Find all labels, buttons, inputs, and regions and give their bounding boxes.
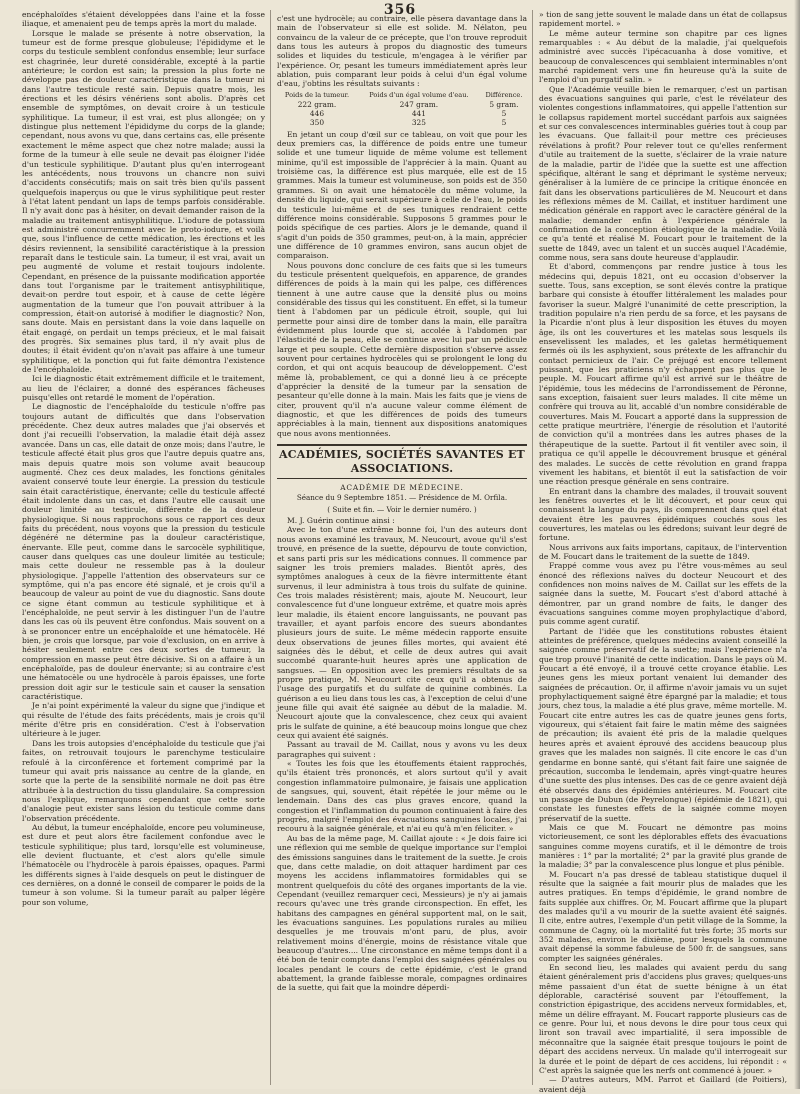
paragraph: Le diagnostic de l'encéphaloïde du testicule n'offre pas toujours autant de difficultés que dans l'observation précédente. Chez deux autres malades que j'ai observés et dont j'ai recueilli l'observation, la maladie était déjà assez avancée. Dans un cas, elle datait de onze mois; dans l'autre, le testicule affecté était plus gros que l'autre depuis quatre ans, mais depuis quatre mois son volume avait beaucoup augmenté. Chez ces deux malades, les fonctions génitales avaient conservé toute leur énergie. La pression du testicule sain était caractéristique, énervante; celle du testicule affecté était indolente dans un cas, et dans l'autre elle causait une douleur limitée au testicule, différente de la douleur physiologique. Si nous rapprochons sous ce rapport ces deux faits du précédent, nous voyons que la pression du testicule dégénéré ne détermine pas la douleur caractéristique, énervante. Elle peut, comme dans le sarcocèle syphilitique, causer dans quelques cas une douleur limitée au testicule; mais cette douleur ne ressemble pas à la douleur physiologique. J'appelle l'attention des observateurs sur ce symptôme, qui n'a pas encore été signalé, et je crois qu'il a beaucoup de valeur au point de vue du diagnostic. Sans doute ce signe étant commun au testicule syphilitique et à l'encéphaloïde, ne peut servir à les distinguer l'un de l'autre dans les cas où ils peuvent être confondus. Mais souvent on a à se prononcer entre un encéphaloïde et une hématocèle. Hé bien, je crois que lorsque, par voie d'exclusion, on en arrive à hésiter seulement entre ces deux sortes de tumeur, la compression en masse peut être décisive. Si on a affaire à un encéphaloïde, pas de douleur énervante; si au contraire c'est une hématocèle ou une hydrocèle à parois épaisses, une forte pression doit agir sur le testicule sain et causer la sensation caractéristique. — [22, 402, 265, 702]
paragraph: Au bas de la même page, M. Caillat ajoute : « Je dois faire ici une réflexion qui me semble de quelque importance sur l'emploi des émissions sanguines dans le traitement de la suette. Je crois que, dans cette maladie, on doit attaquer hardiment par ces moyens les accidens inflammatoires formidables qui se montrent quelquefois du côté des organes importants de la vie. Cependant (veuillez remarquer ceci, Messieurs) je n'y ai jamais recours qu'avec une très grande circonspection. En effet, les habitans des campagnes en général supportent mal, on le sait, les évacuations sanguines. Les populations rurales au milieu desquelles je me trouvais m'ont paru, de plus, avoir relativement moins d'énergie, moins de résistance vitale que beaucoup d'autres.... Une circonstance en même temps dont il a été bon de tenir compte dans l'emploi des saignées générales ou locales pendant le cours de cette épidémie, c'est le grand abattement, la grande faiblesse morale, compagnes ordinaires de la suette, qui fait que la moindre déperdi- — [277, 833, 527, 993]
section-rule — [277, 478, 527, 479]
table-header: Poids de la tumeur. — [284, 90, 350, 99]
table-cell: 441 — [411, 108, 426, 118]
weight-table — [277, 91, 527, 127]
page-number: 356 — [383, 2, 417, 18]
paragraph: En second lieu, les malades qui avaient perdu du sang étaient généralement pris d'accidens plus graves; quelques-uns même passaient d'un état de suette bénigne à un état déplorable, caractérisé souvent par l'étouffement, la constriction épigastrique, des accidens nerveux formidables, et, même un délire effrayant. M. Foucart rapporte plusieurs cas de ce genre. Pour lui, et nous devons le dire pour tous ceux qui liront son travail avec impartialité, il sera impossible de méconnaître que la saignée était presque toujours le point de départ des accidens nerveux. Un malade qu'il interrogeait sur la durée et le point de départ de ces accidens, lui répondit : « C'est après la saignée que les nerfs ont commencé à jouer. » — [539, 963, 787, 1075]
table-cell: 5 — [501, 108, 507, 118]
paragraph: Mais ce que M. Foucart ne démontre pas moins victorieusement, ce sont les déplorables effets des évacuations sanguines comme moyens curatifs, et il le démontre de trois manières : 1° par la mortalité; 2° par la gravité plus grande de la maladie; 3° par la convalescence plus longue et plus pénible. — [539, 822, 787, 870]
table-header: Différence. — [485, 90, 523, 99]
paragraph: En jetant un coup d'œil sur ce tableau, on voit que pour les deux premiers cas, la différence de poids entre une tumeur solide et une tumeur liquide de même volume est tellement minime, qu'il est impossible de l'apprécier à la main. Quant au troisième cas, la différence est plus marquée, elle est de 15 grammes. Mais la tumeur est volumineuse, son poids est de 350 grammes. Si on avait une hématocèle du même volume, la densité du liquide, qui serait supérieure à celle de l'eau, le poids du testicule lui-même et de ses tuniques rendraient cette différence moins considérable. Supposons 5 grammes pour le poids spécifique de ces parties. Alors je le demande, quand il s'agit d'un poids de 350 grammes, peut-on, à la main, apprécier une différence de 10 grammes environ, sans aucun objet de comparaison. — [277, 129, 527, 261]
table-row — [277, 118, 527, 127]
table-cell: 247 gram. — [399, 99, 439, 109]
column-divider — [532, 10, 533, 1085]
speaker-line: M. J. Guérin continue ainsi : — [287, 516, 395, 526]
middle-column — [277, 14, 527, 1089]
table-row — [277, 109, 527, 118]
session-note: ( Suite et fin. — Voir le dernier numéro. ) — [327, 504, 477, 514]
table-cell: 350 — [309, 117, 325, 127]
column-divider — [270, 10, 271, 1085]
paragraph: Avec le ton d'une extrême bonne foi, l'un des auteurs dont nous avons examiné les travaux, M. Neucourt, avoue qu'il s'est trouvé, en présence de la suette, dépourvu de toute conviction, et sans parti pris sur les médications connues. Il commence par saigner les trois premiers malades. Bientôt après, des symptômes analogues à ceux de la fièvre intermittente étant survenus, il leur administra à tous trois du sulfate de quinine. Ces trois malades résistèrent; mais, ajoute M. Neucourt, leur convalescence fut d'une longueur extrême, et quatre mois après leur maladie, ils étaient encore languissants, ne pouvant pas travailler, et ayant parfois encore des sueurs abondantes plusieurs jours de suite. Le même médecin rapporte ensuite deux observations de jeunes filles mortes, qui avaient été saignées dès le début, et celle de deux autres qui avait succombé quarante-huit heures après une application de sangsues. — En opposition avec les premiers résultats de sa propre pratique, M. Neucourt cite ceux qu'il a obtenus de l'usage des purgatifs et du sulfate de quinine combinés. La guérison a eu lieu dans tous les cas, à l'exception de celui d'une jeune fille qui avait été saignée au début de la maladie. M. Neucourt ajoute que la convalescence, chez ceux qui avaient pris le sulfate de quinine, a été beaucoup moins longue que chez ceux qui avaient été saignés. — [277, 525, 527, 741]
paragraph: Nous arrivons aux faits importans, capitaux, de l'intervention de M. Foucart dans le traitement de la suette de 1849. — [539, 542, 787, 561]
paragraph: Ici le diagnostic était extrêmement difficile et le traitement, au lieu de l'éclairer, a donné des espérances fâcheuses puisqu'elles ont retardé le moment de l'opération. — [22, 374, 265, 403]
paragraph: « Toutes les fois que les étouffements étaient rapprochés, qu'ils étaient très prononcés, et alors surtout qu'il y avait congestion inflammatoire pulmonaire, je faisais une application de sangsues, qui, souvent, était répétée le jour même ou le lendemain. Dans des cas plus graves encore, quand la congestion et l'inflammation du poumon continuaient à faire des progrès, malgré l'emploi des évacuations sanguines locales, j'ai recouru à la saignée générale, et n'ai eu qu'à m'en féliciter. » — [277, 759, 527, 834]
table-row — [277, 100, 527, 109]
paragraph: Que l'Académie veuille bien le remarquer, c'est un partisan des évacuations sanguines qui parle, c'est le révélateur des violentes congestions inflammatoires, qui appelle l'attention sur le collapsus rapidement mortel succédant parfois aux saignées et sur ces convalescences interminables guéries tout à coup par les évacuans. Que fallait-il pour mettre ces précieuses révélations à profit? Pour relever tout ce qu'elles renferment d'utile au traitement de la suette, s'éclairer de la vraie nature de la maladie, partir de l'idée que la suette est une affection spécifique, altérant le sang et déprimant le système nerveux; généraliser à la lumière de ce principe la critique énoncée en fait dans les observations particulières de M. Neucourt et dans les réflexions mêmes de M. Caillat, et instituer hardiment une médication générale en rapport avec le caractère général de la maladie; demander enfin à l'expérience générale la confirmation de la conception étiologique de la maladie. Voilà ce qu'a tenté et réalisé M. Foucart pour le traitement de la suette de 1849, avec un talent et un succès auquel l'Académie, comme nous, sera sans doute heureuse d'applaudir. — [539, 84, 787, 262]
paragraph: Partant de l'idée que les constitutions robustes étaient atteintes de préférence, quelques médecins avaient conseillé la saignée comme préservatif de la suette; mais l'expérience n'a que trop prouvé l'inanité de cette indication. Dans le pays où M. Foucart a été envoyé, il a trouvé cette croyance établie. Les jeunes gens les mieux portant venaient lui demander des saignées de précaution. Or, il affirme n'avoir jamais vu un sujet prophylactiquement saigné être épargné par la maladie; et tous jours, chez tous, la maladie a été plus grave, même mortelle. M. Foucart cite entre autres les cas de quatre jeunes gens forts, vigoureux, qui s'étaient fait faire le matin même des saignées de précaution; ils avaient été pris de la maladie quelques heures après et avaient éprouvé des accidens beaucoup plus graves que les malades non saignés. Il cite encore le cas d'un gendarme en bonne santé, qui s'étant fait faire une saignée de précaution, succomba le lendemain, après vingt-quatre heures d'une suette des plus intenses. Des cas de ce genre avaient déjà été observés dans des épidémies antérieures. M. Foucart cite un passage de Dubun (de Peyrelongue) (épidémie de 1821), qui constate les funestes effets de la saignée comme moyen préservatif de la suette. — [539, 626, 787, 823]
table-header: Poids d'un égal volume d'eau. — [369, 90, 469, 99]
paragraph: Et d'abord, commençons par rendre justice à tous les médecins qui, depuis 1821, ont eu occasion d'observer la suette. Tous, sans exception, se sont élevés contre la pratique barbare qui consiste à étouffer littéralement les malades pour favoriser la sueur. Malgré l'unanimité de cette prescription, la tradition populaire n'a rien perdu de sa force, et les paysans de la Picardie n'ont plus à leur disposition les étuves du moyen âge, ils ont les couvertures et les matelas sous lesquels ils ensevelissent les malades, et les galetas hermétiquement fermés où ils les asphyxient, sous prétexte de les affranchir du contact pernicieux de l'air. Ce préjugé est encore tellement puissant, que les praticiens n'y échappent pas plus que le peuple. M. Foucart affirme qu'il est arrivé sur le théâtre de l'épidémie, tous les médecins de l'arrondissement de Péronne, sans exception, faisaient suer leurs malades. Il cite même un confrère qui trouva au lit, accablé d'un nombre considérable de couvertures. Mais M. Foucart a apporté dans la suppression de cette pratique meurtrière, l'énergie de résolution et l'autorité de conviction qu'il a montrées dans les autres phases de la thérapeutique de la suette. Partout il fit ventiler avec soin, il pratiqua ce qu'il appelle le découvrement brusque et général des malades. Le succès de cette révolution en grand frappa vivement les habitans, et bientôt il eut la satisfaction de voir une réaction presque générale en sens contraire. — [539, 262, 787, 487]
session-line: Séance du 9 Septembre 1851. — Présidence de M. Orfila. — [296, 493, 508, 503]
paragraph: En entrant dans la chambre des malades, il trouvait souvent les fenêtres ouvertes et le lit découvert, et pour ceux qui connaissent la langue du pays, ils comprennent dans quel état devaient être les pauvres épidémiques couchés sous les couvertures, les matelas ou les édredons; suivant leur degré de fortune. — [539, 486, 787, 543]
paragraph: Dans les trois autopsies d'encéphaloïde du testicule que j'ai faites, on retrouvait toujours le parenchyme testiculaire refoulé à la circonférence et fortement comprimé par la tumeur qui avait pris naissance au centre de la glande, en sorte que la perte de la sensibilité normale ne doit pas être attribuée à la destruction du tissu glandulaire. Sa compression nous l'explique, remarquons cependant que cette sorte d'analogie peut exister sans lésion du testicule comme dans l'observation précédente. — [22, 738, 265, 823]
paragraph: » tion de sang jette souvent le malade dans un état de collapsus rapidement mortel. » — [539, 10, 787, 29]
section-rule — [277, 444, 527, 446]
left-column — [22, 10, 265, 1085]
paragraph: Le même auteur termine son chapitre par ces lignes remarquables : « Au début de la maladie, j'ai quelquefois administré avec succès l'ipécacuanha à dose vomitive, et beaucoup de convalescences qui semblaient interminables n'ont marché rapidement vers une fin heureuse qu'à la suite de l'emploi d'un purgatif salin. » — [539, 28, 787, 85]
paragraph: Nous pouvons donc conclure de ces faits que si les tumeurs du testicule présentent quelquefois, en apparence, de grandes différences de poids à la main qui les palpe, ces différences tiennent à une autre cause que la densité plus ou moins considérable des tissus qui les constituent. En effet, si la tumeur tient à l'abdomen par un pédicule étroit, souple, qui lui permette pour ainsi dire de tomber dans la main, elle paraîtra évidemment plus lourde que si, accolée à l'abdomen par l'élasticité de la peau, elle se continue avec lui par un pédicule large et peu souple. Cette dernière disposition s'observe assez souvent pour certaines hydrocèles qui se prolongent le long du cordon, et qui ont acquis beaucoup de développement. C'est même là, probablement, ce qui a donné lieu à ce précepte d'apprécier la densité de la tumeur par la sensation de pesanteur qu'elle donne à la main. Mais les faits que je viens de citer, prouvent qu'il n'a aucune valeur comme élément de diagnostic, et que les différences de poids des tumeurs appréciables à la main, tiennent aux dispositions anatomiques que nous avons mentionnées. — [277, 260, 527, 438]
paragraph: c'est une hydrocèle; au contraire, elle pèsera davantage dans la main de l'observateur si elle est solide. M. Nélaton, peu convaincu de la valeur de ce précepte, que l'on trouve reproduit dans tous les auteurs à propos du diagnostic des tumeurs solides et liquides du testicule, m'engagea à le vérifier par l'expérience. Or, pesant les tumeurs immédiatement après leur ablation, puis comparant leur poids à celui d'un égal volume d'eau, j'obtins les résultats suivants : — [277, 14, 527, 89]
paragraph: Je n'ai point expérimenté la valeur du signe que j'indique et qui résulte de l'étude des faits précédents, mais je crois qu'il mérite d'être pris en considération. C'est à l'observation ultérieure à le juger. — [22, 701, 265, 739]
paragraph: Lorsque le malade se présente à notre observation, la tumeur est de forme presque globuleuse; l'épididyme et le corps du testicule semblent confondus ensemble; leur surface est chagrinée, leur dureté considérable, excepté à la partie antérieure; le cordon est sain; la pression la plus forte ne développe pas de douleur caractéristique dans la tumeur ni dans l'autre testicule resté sain. Depuis quatre mois, les érections et les désirs vénériens sont abolis. D'après cet ensemble de symptômes, on devait croire à un testicule syphilitique. La tumeur, il est vrai, est plus allongée; on y distingue plus nettement l'épididyme du corps de la glande; cependant, nous avons vu que, dans certains cas, elle présente exactement le même aspect que chez notre malade; aussi la forme de la tumeur à elle seule ne devait pas éloigner l'idée d'un testicule syphilitique. D'autant plus qu'en interrogeant les antécédents, nous trouvons un chancre non suivi d'accidents consécutifs; mais on sait très bien qu'ils passent quelquefois inaperçus ou que le virus syphilitique peut rester à l'état latent pendant un laps de temps parfois considérable. Il n'y avait donc pas à hésiter, on devait demander raison de la maladie au traitement antisyphilitique. L'iodure de potassium est administré concurremment avec le proto-iodure, et voilà que, sous l'influence de cette médication, les érections et les désirs reviennent, la sensibilité caractéristique à la pression reparaît dans le testicule sain. La tumeur, il est vrai, avait un peu augmenté de volume et restait toujours indolente. Cependant, en présence de la puissante modification apportée dans tout l'organisme par le traitement antisyphilitique, devait-on perdre tout espoir, et à cause de cette légère augmentation de la tumeur que l'on pouvait attribuer à la compression, était-on autorisé à modifier le diagnostic? Non, sans doute. Mais en persistant dans la voie dans laquelle on était engagé, on perdait un temps précieux, et le mal faisait des progrès. Six semaines plus tard, il n'y avait plus de doutes; il était évident qu'on n'avait pas affaire à une tumeur syphilitique, et la ponction qui fut faite démontra l'existence de l'encéphaloïde. — [22, 28, 265, 375]
section-title: ACADÉMIES, SOCIÉTÉS SAVANTES ET ASSOCIATIONS. — [279, 448, 525, 476]
subsection-title: ACADÉMIE DE MÉDECINE. — [340, 483, 464, 493]
table-cell: 5 — [501, 117, 507, 127]
paragraph: Passant au travail de M. Caillat, nous y avons vu les deux paragraphes qui suivent : — [277, 740, 527, 759]
table-cell: 222 gram. — [297, 99, 337, 109]
page-edge-shadow — [794, 0, 800, 1089]
table-cell: 446 — [309, 108, 325, 118]
table-cell: 5 gram. — [489, 99, 519, 109]
paragraph: — D'autres auteurs, MM. Parrot et Gaillard (de Poitiers), avaient déjà — [539, 1075, 787, 1094]
paragraph: encéphaloïdes s'étaient développées dans l'aine et la fosse iliaque, et amenaient peu de temps après la mort du malade. — [22, 10, 265, 29]
paragraph: Au début, la tumeur encéphaloïde, encore peu volumineuse, est dure et peut alors être facilement confondue avec le testicule syphilitique; plus tard, lorsqu'elle est volumineuse, elle devient fluctuante, et c'est alors qu'elle simule l'hématocèle ou l'hydrocèle à parois épaisses, opaques. Parmi les différents signes à l'aide desquels on peut le distinguer de ces dernières, on a donné le conseil de comparer le poids de la tumeur à son volume. Si la tumeur paraît au palper légère pour son volume, — [22, 822, 265, 907]
paragraph: Frappé comme vous avez pu l'être vous-mêmes au seul énoncé des réflexions naïves du docteur Neucourt et des confidences non moins naïves de M. Caillat sur les effets de la saignée dans la suette, M. Foucart s'est d'abord attaché à démontrer, par un grand nombre de faits, le danger des évacuations sanguines comme moyen prophylactique d'abord, puis comme agent curatif. — [539, 561, 787, 627]
right-column — [539, 10, 787, 1094]
paragraph: M. Foucart n'a pas dressé de tableau statistique duquel il résulte que la saignée a fait mourir plus de malades que les autres pratiques. En temps d'épidémie, le grand nombre de faits supplée aux chiffres. Or, M. Foucart affirme que la plupart des malades qu'il a vu mourir de la suette avaient été saignés. Il cite, entre autres, l'exemple d'un petit village de la Somme, la commune de Cagny, où la mortalité fut très forte; 35 morts sur 352 malades, environ le dixième, pour lesquels la commune avait dépensé la somme fabuleuse de 500 fr. de sangsues, sans compter les saignées générales. — [539, 869, 787, 963]
table-cell: 325 — [411, 117, 426, 127]
